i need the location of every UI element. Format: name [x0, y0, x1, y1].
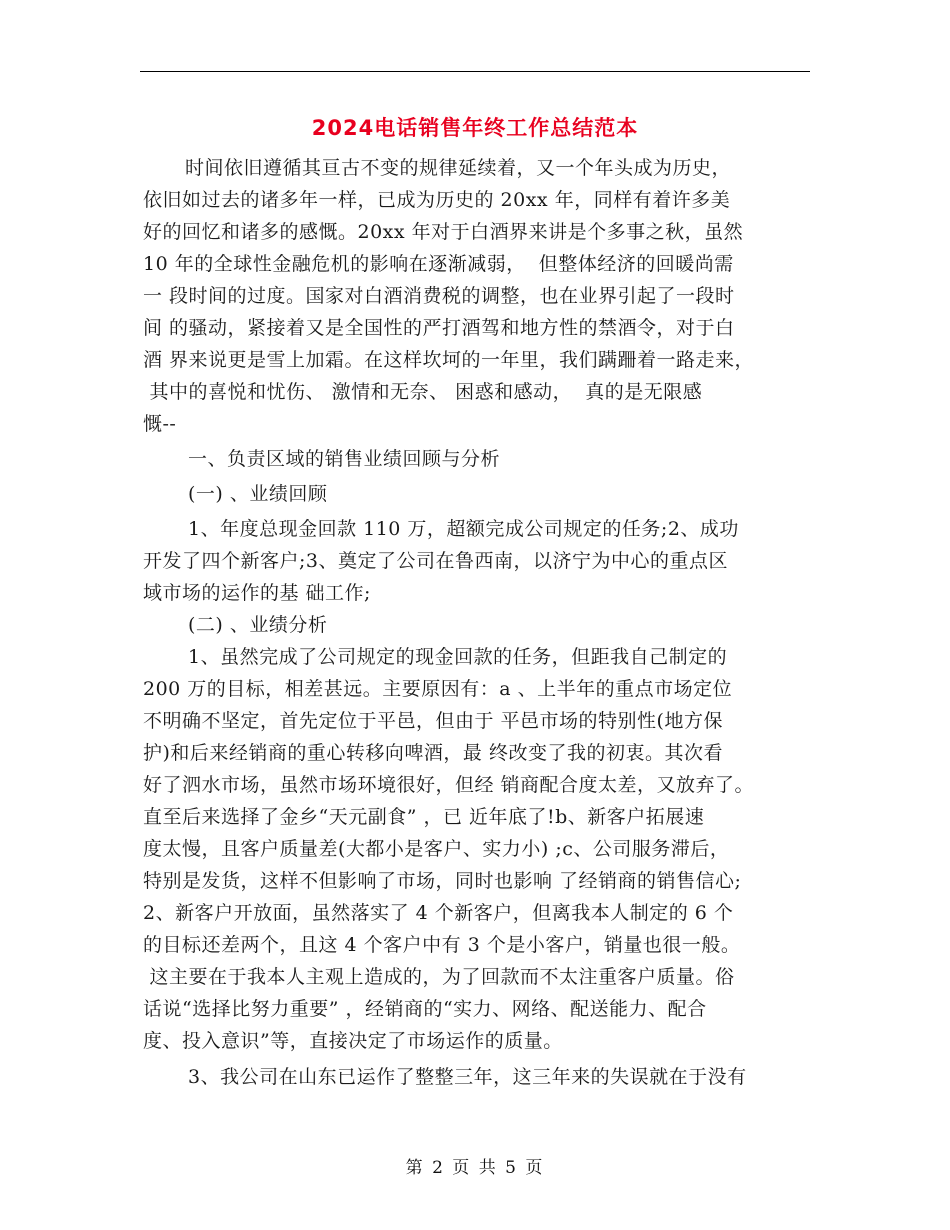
- body-line: 度、投入意识”等，直接决定了市场运作的质量。: [143, 1030, 563, 1052]
- body-line: 度太慢，且客户质量差(大都小是客户、实力小) ;c、公司服务滞后，: [143, 838, 730, 860]
- body-line: 时间依旧遵循其亘古不变的规律延续着，又一个年头成为历史，: [185, 157, 732, 179]
- body-line: 的目标还差两个，且这 4 个客户中有 3 个是小客户，销量也很一般。: [143, 934, 741, 956]
- body-line: 域市场的运作的基 础工作;: [143, 582, 371, 604]
- subsection-heading: (二) 、业绩分析: [188, 614, 328, 636]
- body-line: 3、我公司在山东已运作了整整三年，这三年来的失误就在于没有: [188, 1066, 747, 1088]
- body-line: 护)和后来经销商的重心转移向啤酒，最 终改变了我的初衷。其次看: [143, 742, 723, 764]
- page-footer: 第 2 页 共 5 页: [405, 1158, 545, 1178]
- body-line: 一 段时间的过度。国家对白酒消费税的调整，也在业界引起了一段时: [143, 285, 735, 307]
- section-heading: 一、负责区域的销售业绩回顾与分析: [188, 448, 501, 470]
- body-line: 其中的喜悦和忧伤、 激情和无奈、 困惑和感动， 真的是无限感: [143, 381, 703, 403]
- body-line: 1、虽然完成了公司规定的现金回款的任务，但距我自己制定的: [188, 646, 728, 668]
- body-line: 好的回忆和诸多的感慨。20xx 年对于白酒界来讲是个多事之秋，虽然: [143, 221, 744, 243]
- body-line: 开发了四个新客户;3、奠定了公司在鲁西南，以济宁为中心的重点区: [143, 550, 728, 572]
- body-line: 1、年度总现金回款 110 万，超额完成公司规定的任务;2、成功: [188, 518, 739, 540]
- body-line: 不明确不坚定，首先定位于平邑，但由于 平邑市场的特别性(地方保: [143, 710, 723, 732]
- body-line: 10 年的全球性金融危机的影响在逐渐减弱， 但整体经济的回暖尚需: [143, 253, 734, 275]
- body-line: 这主要在于我本人主观上造成的，为了回款而不太注重客户质量。俗: [143, 966, 735, 988]
- body-line: 好了泗水市场，虽然市场环境很好，但经 销商配合度太差，又放弃了。: [143, 774, 755, 796]
- body-line: 间 的骚动，紧接着又是全国性的严打酒驾和地方性的禁酒令，对于白: [143, 317, 735, 339]
- document-title: 2024电话销售年终工作总结范本: [311, 116, 639, 140]
- body-line: 特别是发货，这样不但影响了市场，同时也影响 了经销商的销售信心;: [143, 870, 742, 892]
- body-line: 酒 界来说更是雪上加霜。在这样坎坷的一年里，我们蹒跚着一路走来，: [143, 349, 755, 371]
- body-line: 200 万的目标，相差甚远。主要原因有：a 、上半年的重点市场定位: [143, 678, 733, 700]
- body-line: 2、新客户开放面，虽然落实了 4 个新客户，但离我本人制定的 6 个: [143, 902, 734, 924]
- header-rule: [140, 71, 810, 72]
- body-line: 话说“选择比努力重要” ，经销商的“实力、网络、配送能力、配合: [143, 998, 707, 1020]
- subsection-heading: (一) 、业绩回顾: [188, 483, 328, 505]
- body-line: 慨--: [143, 413, 177, 435]
- body-line: 依旧如过去的诸多年一样，已成为历史的 20xx 年，同样有着许多美: [143, 189, 731, 211]
- body-line: 直至后来选择了金乡“天元副食” ，已 近年底了!b、新客户拓展速: [143, 806, 705, 828]
